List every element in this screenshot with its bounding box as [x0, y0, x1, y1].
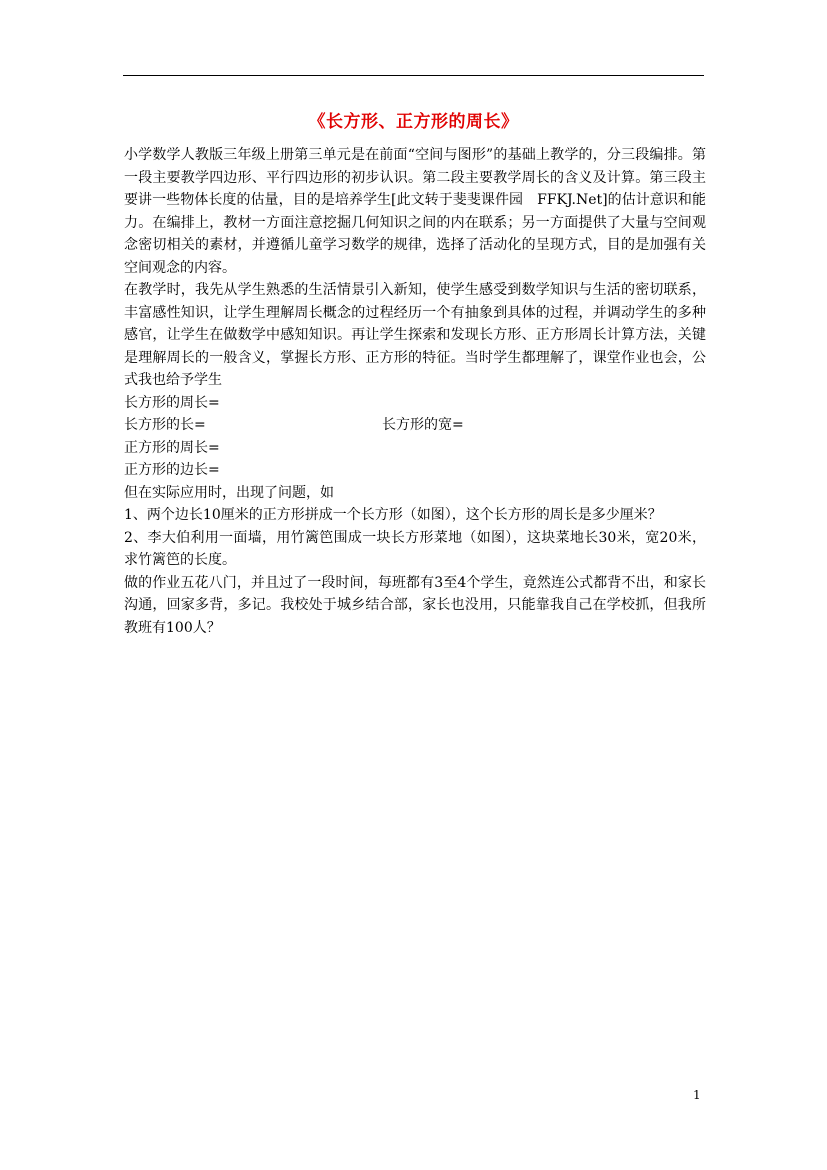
formula-rect-perimeter: 长方形的周长=	[124, 394, 220, 411]
paragraph-teaching: 在教学时，我先从学生熟悉的生活情景引入新知，使学生感受到数学知识与生活的密切联系，丰富感性知识，让学生理解周长概念的过程经历一个有抽象到具体的过程，并调动学生的多种感官，让学生在做数学中感知知识。再让学生探索和发现长方形、正方形周长计算方法，关键是理解周长的一般含义，掌握长方形、正方形的特征。当时学生都理解了，课堂作业也会，公式我也给予学生	[124, 282, 706, 388]
document-body	[124, 144, 706, 639]
formula-rect-width: 长方形的宽=	[382, 417, 464, 433]
paragraph-problem: 但在实际应用时，出现了问题，如	[124, 484, 334, 501]
header-rule	[123, 75, 704, 76]
paragraph-intro: 小学数学人教版三年级上册第三单元是在前面“空间与图形”的基础上教学的，分三段编排。第一段主要教学四边形、平行四边形的初步认识。第二段主要教学周长的含义及计算。第三段主要讲一些物体长度的估量，目的是培养学生[此文转于斐斐课件园 FFKJ.Net]的估计意识和能力。在编排上，教材一方面注意挖掘几何知识之间的内在联系；另一方面提供了大量与空间观念密切相关的素材，并遵循儿童学习数学的规律，选择了活动化的呈现方式，目的是加强有关空间观念的内容。	[124, 147, 706, 276]
formula-square-perimeter: 正方形的周长=	[124, 439, 220, 456]
page-number: 1	[693, 1088, 701, 1102]
paragraph-reflection: 做的作业五花八门，并且过了一段时间，每班都有3至4个学生，竟然连公式都背不出，和家长沟通，回家多背，多记。我校处于城乡结合部，家长也没用，只能靠我自己在学校抓，但我所教班有100人？	[124, 574, 706, 636]
question-1: 1、两个边长10厘米的正方形拼成一个长方形（如图），这个长方形的周长是多少厘米？	[124, 507, 662, 523]
document-title: 《长方形、正方形的周长》	[308, 112, 519, 132]
formula-square-side: 正方形的边长=	[124, 462, 220, 478]
formula-rect-length: 长方形的长=	[124, 417, 206, 433]
question-2: 2、李大伯利用一面墙，用竹篱笆围成一块长方形菜地（如图），这块菜地长30米，宽20米，求竹篱笆的长度。	[124, 529, 706, 568]
formula-rect-sides	[124, 414, 706, 437]
